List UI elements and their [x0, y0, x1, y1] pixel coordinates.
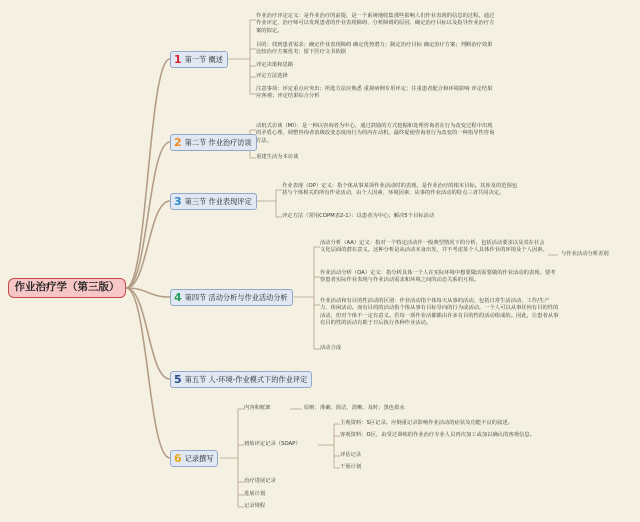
section-6-node[interactable] — [170, 450, 218, 467]
root-link-6 — [126, 288, 170, 458]
s4-item-difference: 作业活动和有目的性活动的区别：作业活动指个体每天从事的活动，包括日常生活活动、工作/生产力、休闲活动。而有目的的活动指个体从事有目标导向的行为或活动。一个人可以从事任何有目的性的活动，但对个体不一定有意义。若每一项作业活都都由许多有目的性的活动组成的。因此，让患者从事有目的性的活动有助于日后执行各种作业活动。 — [320, 298, 559, 327]
s1-item-decision: 评定决策和思路 — [256, 62, 294, 68]
s6-record-rules: 记录规程 — [244, 503, 266, 509]
s6-soap-label: 初始评定记录（SOAP） — [244, 441, 301, 447]
section-3-node[interactable] — [170, 193, 257, 210]
section-title: 记录撰写 — [184, 454, 214, 463]
s2-item-rebuild: 重建生活为本访谈 — [256, 154, 299, 160]
s1-item-method: 评定方法选择 — [256, 73, 288, 79]
section-2-node[interactable] — [170, 134, 257, 151]
section-number: 1 — [174, 53, 182, 66]
section-number: 3 — [174, 195, 182, 208]
root-link-5 — [126, 288, 170, 379]
s4-side-note: 与作业活动分析差别 — [561, 251, 609, 257]
s6-soap-assessment: 评估记录 — [340, 452, 362, 458]
section-title: 第四节 活动分析与作业活动分析 — [184, 293, 288, 302]
s2-item-mi: 动机式访谈（MI）：是一种以咨询者为中心，通过鼓励的方式挖掘和处理咨询者在行为改变过程中出现的矛盾心理，调整咨询者消极改变态度而行为的内在动机，最终促使咨询者行为改变的一种指导性咨询方法。 — [256, 123, 495, 144]
section-4-node[interactable] — [170, 289, 293, 306]
s6-soap-objective: 客观资料：O区，由受过训练的作业治疗专业人员再次加工或加以确认的客观信息。 — [340, 432, 535, 438]
section-number: 6 — [174, 452, 182, 465]
s3-item-op: 作业表现（OP）定义：指个体从事某项作业活动时的表现，是作业治疗的根本目标。其涉及的范围包括与个体相关的所有作业活动，由个人因素、环境因素、从事的作业活动的特点三者共同决定。 — [282, 183, 518, 197]
section-title: 第五节 人-环境-作业模式下的作业评定 — [184, 375, 308, 384]
root-node[interactable]: 作业治疗学（第三版） — [8, 278, 126, 298]
s3-item-copm: 评定方法（常用COPM表2-1）：以患者为中心；解决5个目标活动 — [282, 213, 435, 219]
section-number: 4 — [174, 291, 182, 304]
section-5-node[interactable] — [170, 371, 312, 388]
section-title: 第三节 作业表现评定 — [184, 197, 252, 206]
section-title: 第一节 概述 — [184, 55, 223, 64]
s4-item-oa: 作业活动分析（OA）定义：指分析具体一个人在实际环境中想要做活需要做的作业活动的表现。要考察患者实际作业表现与作业活动需求和环境之间的动态关系的互相。 — [320, 270, 556, 284]
s1-item-notes: 注意事项：评定重点应突出；所选方法应熟悉 重视病例专用评定；注重患者配合和环境影响 评定结果应客观；评定结果综合分析 — [256, 86, 493, 100]
section-1-node[interactable] — [170, 51, 228, 68]
s1-item-purpose: 目的：找到患者需求；确定作业表现障碍 确定优势潜力；制定治疗目标 确定治疗方案；判断治疗效果 比较治疗方案优劣；留下医疗文书依据 — [256, 42, 493, 56]
s6-progress-plan: 进展计划 — [244, 491, 266, 497]
root-link-2 — [126, 142, 170, 288]
s4-item-synthesis: 活动合成 — [320, 345, 342, 351]
s6-soap-plan: 干预计划 — [340, 464, 362, 470]
s6-progress-note: 治疗进展记录 — [244, 478, 276, 484]
section-title: 第二节 作业治疗访谈 — [184, 138, 252, 147]
s6-content-text: 原则：准确、简洁、清晰、及时；黑色墨水 — [304, 405, 405, 411]
s4-item-aa: 活动分析（AA）定义：指对一个特定活动作一般典型情况下的分析，包括活动要求以及其在社会文化层面的潜在意义。这种分析是从活动本身出发，并不考虑某个人具体作业的环境及个人因素。 — [320, 240, 548, 254]
section-number: 5 — [174, 373, 182, 386]
root-link-1 — [126, 59, 170, 288]
s1-item-definition: 作业治疗评定定义：是作业治疗的前提，是一个系统地收集那些影响人们作业表现的信息的过程。通过作业评定，治疗师可以发现患者的作业表现障碍、分析障碍的原因、确定治疗目标以及指导作业治疗方案的拟定。 — [256, 13, 495, 34]
s6-content-label: 内容和框架 — [244, 405, 271, 411]
section-number: 2 — [174, 136, 182, 149]
s6-soap-subjective: 主观资料：S区记录。应倒重记录影响作业活动的症状及功能不良的叙述。 — [340, 420, 513, 426]
